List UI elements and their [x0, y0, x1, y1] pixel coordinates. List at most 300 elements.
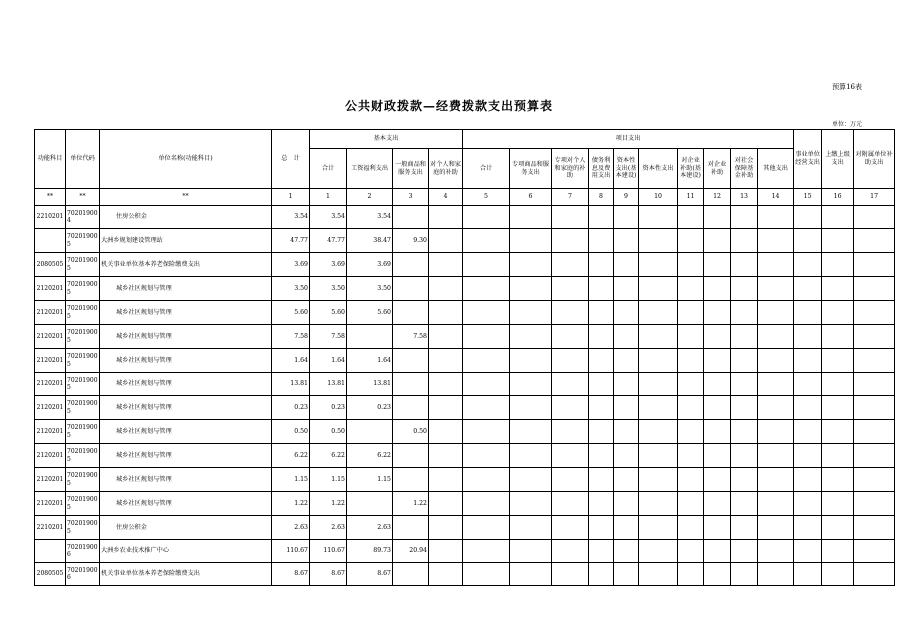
cell-total: 2.63 [272, 516, 310, 540]
table-row [35, 373, 895, 396]
cell-empty [731, 253, 758, 277]
cell-empty [758, 396, 794, 420]
cell-empty [589, 277, 614, 301]
cell-basic: 1.22 [310, 492, 347, 516]
cell-empty [614, 349, 639, 373]
table-body [35, 206, 895, 586]
cell-goods [393, 563, 429, 586]
cell-empty [704, 444, 731, 468]
cell-empty [731, 206, 758, 229]
cell-empty [731, 373, 758, 396]
cell-empty [639, 444, 678, 468]
cell-empty [854, 492, 895, 516]
cell-func: 2120201 [35, 492, 66, 516]
cell-empty [731, 301, 758, 325]
cell-goods: 0.50 [393, 420, 429, 444]
cell-empty [614, 229, 639, 253]
cell-basic: 0.23 [310, 396, 347, 420]
cell-empty [794, 468, 822, 492]
cell-total: 5.60 [272, 301, 310, 325]
header-project-col: 合计 [463, 149, 510, 189]
cell-goods [393, 444, 429, 468]
cell-empty [854, 444, 895, 468]
cell-empty [552, 277, 589, 301]
cell-empty [510, 420, 552, 444]
cell-empty [463, 444, 510, 468]
cell-empty [731, 444, 758, 468]
cell-total: 1.22 [272, 492, 310, 516]
cell-code: 702019005 [66, 396, 100, 420]
cell-empty [854, 373, 895, 396]
cell-empty [639, 420, 678, 444]
header-basic-col: 工资福利支出 [347, 149, 393, 189]
cell-empty [614, 563, 639, 586]
index-cell: 1 [272, 189, 310, 206]
cell-personal [429, 420, 463, 444]
cell-empty [639, 540, 678, 563]
table-header [35, 130, 895, 206]
cell-code: 702019006 [66, 540, 100, 563]
index-cell: 5 [463, 189, 510, 206]
cell-total: 1.15 [272, 468, 310, 492]
index-cell: 7 [552, 189, 589, 206]
cell-personal [429, 206, 463, 229]
cell-total: 110.67 [272, 540, 310, 563]
cell-empty [822, 253, 854, 277]
header-basic-col: 对个人和家庭的补助 [429, 149, 463, 189]
cell-name: 城乡社区规划与管理 [100, 468, 272, 492]
index-cell: 1 [310, 189, 347, 206]
cell-empty [704, 420, 731, 444]
index-row [35, 189, 895, 206]
table-row [35, 229, 895, 253]
cell-empty [614, 253, 639, 277]
cell-basic: 2.63 [310, 516, 347, 540]
cell-salary: 89.73 [347, 540, 393, 563]
cell-empty [758, 301, 794, 325]
header-project-col: 资本性支出(基本建设) [614, 149, 639, 189]
cell-empty [822, 277, 854, 301]
table-row [35, 253, 895, 277]
cell-empty [463, 253, 510, 277]
table-row [35, 301, 895, 325]
table-row [35, 516, 895, 540]
cell-goods [393, 468, 429, 492]
cell-total: 3.54 [272, 206, 310, 229]
cell-empty [854, 253, 895, 277]
cell-empty [758, 540, 794, 563]
table-row [35, 444, 895, 468]
cell-empty [794, 396, 822, 420]
table-row [35, 492, 895, 516]
cell-personal [429, 277, 463, 301]
cell-empty [758, 206, 794, 229]
cell-empty [614, 420, 639, 444]
cell-empty [704, 206, 731, 229]
index-cell: 14 [758, 189, 794, 206]
cell-empty [822, 206, 854, 229]
cell-empty [854, 468, 895, 492]
unit-label: 单位：万元 [831, 121, 862, 128]
cell-salary: 2.63 [347, 516, 393, 540]
cell-name: 城乡社区规划与管理 [100, 325, 272, 349]
cell-code: 702019005 [66, 349, 100, 373]
cell-empty [552, 468, 589, 492]
cell-empty [589, 325, 614, 349]
cell-salary [347, 492, 393, 516]
cell-goods [393, 206, 429, 229]
cell-empty [822, 229, 854, 253]
cell-name: 城乡社区规划与管理 [100, 301, 272, 325]
cell-func: 2120201 [35, 325, 66, 349]
cell-empty [678, 468, 704, 492]
cell-empty [552, 420, 589, 444]
index-cell: 13 [731, 189, 758, 206]
cell-empty [589, 468, 614, 492]
cell-code: 702019005 [66, 277, 100, 301]
header-unit-name: 单位名称(功能科目) [100, 130, 272, 189]
cell-basic: 1.15 [310, 468, 347, 492]
cell-goods [393, 301, 429, 325]
index-cell: 4 [429, 189, 463, 206]
cell-empty [822, 420, 854, 444]
cell-func: 2120201 [35, 301, 66, 325]
cell-empty [639, 229, 678, 253]
cell-empty [854, 301, 895, 325]
cell-empty [704, 253, 731, 277]
header-project-col: 资本性支出 [639, 149, 678, 189]
cell-empty [678, 301, 704, 325]
cell-empty [589, 540, 614, 563]
cell-personal [429, 516, 463, 540]
cell-empty [463, 420, 510, 444]
cell-empty [510, 277, 552, 301]
cell-empty [463, 516, 510, 540]
cell-empty [704, 301, 731, 325]
cell-salary: 1.15 [347, 468, 393, 492]
cell-empty [731, 349, 758, 373]
cell-name: 城乡社区规划与管理 [100, 373, 272, 396]
cell-personal [429, 563, 463, 586]
cell-name: 机关事业单位基本养老保险缴费支出 [100, 563, 272, 586]
header-basic-group: 基本支出 [310, 130, 463, 149]
cell-empty [463, 396, 510, 420]
cell-name: 城乡社区规划与管理 [100, 444, 272, 468]
header-unit-code: 单位代码 [66, 130, 100, 189]
cell-empty [731, 540, 758, 563]
cell-empty [794, 563, 822, 586]
table-number: 预算16表 [832, 83, 862, 91]
cell-total: 6.22 [272, 444, 310, 468]
cell-salary [347, 420, 393, 444]
cell-name: 机关事业单位基本养老保险缴费支出 [100, 253, 272, 277]
cell-empty [704, 468, 731, 492]
cell-empty [731, 516, 758, 540]
cell-salary: 38.47 [347, 229, 393, 253]
cell-empty [678, 206, 704, 229]
cell-empty [758, 563, 794, 586]
cell-empty [639, 516, 678, 540]
cell-code: 702019004 [66, 206, 100, 229]
cell-goods: 9.30 [393, 229, 429, 253]
cell-basic: 0.50 [310, 420, 347, 444]
cell-func: 2120201 [35, 468, 66, 492]
cell-empty [758, 516, 794, 540]
cell-empty [552, 444, 589, 468]
cell-empty [510, 325, 552, 349]
cell-empty [731, 420, 758, 444]
cell-func: 2120201 [35, 420, 66, 444]
cell-empty [678, 563, 704, 586]
header-project-col: 对社会保障基金补助 [731, 149, 758, 189]
cell-basic: 7.58 [310, 325, 347, 349]
cell-empty [463, 277, 510, 301]
cell-empty [794, 516, 822, 540]
cell-empty [552, 516, 589, 540]
cell-empty [510, 468, 552, 492]
cell-code: 702019005 [66, 492, 100, 516]
cell-empty [614, 206, 639, 229]
cell-empty [552, 206, 589, 229]
cell-empty [639, 206, 678, 229]
table-row [35, 396, 895, 420]
cell-salary: 3.69 [347, 253, 393, 277]
cell-empty [589, 420, 614, 444]
table-row [35, 349, 895, 373]
cell-empty [794, 373, 822, 396]
cell-empty [731, 468, 758, 492]
cell-empty [794, 444, 822, 468]
cell-goods [393, 396, 429, 420]
cell-total: 0.23 [272, 396, 310, 420]
cell-func: 2120201 [35, 444, 66, 468]
cell-empty [510, 492, 552, 516]
cell-code: 702019005 [66, 444, 100, 468]
cell-empty [463, 349, 510, 373]
cell-empty [854, 516, 895, 540]
cell-empty [639, 468, 678, 492]
cell-basic: 3.54 [310, 206, 347, 229]
cell-empty [463, 373, 510, 396]
cell-empty [758, 253, 794, 277]
cell-personal [429, 325, 463, 349]
cell-total: 47.77 [272, 229, 310, 253]
cell-name: 住房公积金 [100, 206, 272, 229]
cell-empty [463, 229, 510, 253]
cell-empty [822, 325, 854, 349]
cell-empty [794, 253, 822, 277]
cell-empty [510, 444, 552, 468]
cell-empty [589, 563, 614, 586]
cell-empty [510, 373, 552, 396]
cell-empty [731, 325, 758, 349]
cell-empty [822, 563, 854, 586]
cell-name: 大洲乡农业技术推广中心 [100, 540, 272, 563]
cell-empty [678, 516, 704, 540]
cell-total: 0.50 [272, 420, 310, 444]
cell-goods [393, 253, 429, 277]
cell-empty [678, 277, 704, 301]
cell-empty [510, 253, 552, 277]
header-project-col: 对企业补助 [704, 149, 731, 189]
cell-total: 13.81 [272, 373, 310, 396]
cell-empty [854, 563, 895, 586]
cell-empty [463, 301, 510, 325]
cell-personal [429, 540, 463, 563]
header-extra-col: 对附属单位补助支出 [854, 130, 895, 189]
cell-name: 住房公积金 [100, 516, 272, 540]
index-cell: ** [35, 189, 66, 206]
cell-empty [614, 277, 639, 301]
cell-basic: 3.50 [310, 277, 347, 301]
cell-empty [822, 373, 854, 396]
cell-personal [429, 492, 463, 516]
cell-empty [614, 468, 639, 492]
cell-empty [758, 420, 794, 444]
cell-code: 702019005 [66, 301, 100, 325]
cell-name: 城乡社区规划与管理 [100, 420, 272, 444]
cell-empty [704, 540, 731, 563]
cell-empty [678, 492, 704, 516]
cell-empty [731, 277, 758, 301]
cell-func: 2080505 [35, 253, 66, 277]
cell-empty [731, 563, 758, 586]
cell-name: 城乡社区规划与管理 [100, 277, 272, 301]
cell-basic: 47.77 [310, 229, 347, 253]
header-basic-col: 一般商品和服务支出 [393, 149, 429, 189]
cell-empty [758, 229, 794, 253]
index-cell: 10 [639, 189, 678, 206]
cell-empty [510, 229, 552, 253]
cell-empty [552, 253, 589, 277]
cell-empty [854, 540, 895, 563]
cell-total: 1.64 [272, 349, 310, 373]
cell-empty [639, 301, 678, 325]
cell-empty [552, 396, 589, 420]
cell-code: 702019005 [66, 420, 100, 444]
cell-empty [704, 229, 731, 253]
cell-salary: 5.60 [347, 301, 393, 325]
cell-name: 城乡社区规划与管理 [100, 492, 272, 516]
header-extra-col: 事业单位经营支出 [794, 130, 822, 189]
cell-func: 2120201 [35, 373, 66, 396]
cell-func: 2120201 [35, 396, 66, 420]
cell-empty [552, 229, 589, 253]
table-row [35, 420, 895, 444]
cell-salary: 1.64 [347, 349, 393, 373]
cell-empty [794, 325, 822, 349]
cell-empty [510, 206, 552, 229]
cell-empty [678, 325, 704, 349]
cell-total: 3.50 [272, 277, 310, 301]
cell-empty [854, 229, 895, 253]
cell-empty [639, 325, 678, 349]
cell-empty [794, 540, 822, 563]
cell-empty [510, 563, 552, 586]
cell-empty [704, 373, 731, 396]
cell-code: 702019005 [66, 229, 100, 253]
header-total: 总 计 [272, 130, 310, 189]
cell-empty [822, 540, 854, 563]
cell-empty [614, 516, 639, 540]
cell-empty [589, 396, 614, 420]
cell-basic: 3.69 [310, 253, 347, 277]
cell-empty [794, 229, 822, 253]
cell-func [35, 540, 66, 563]
cell-empty [731, 492, 758, 516]
cell-empty [639, 492, 678, 516]
cell-empty [463, 492, 510, 516]
cell-basic: 13.81 [310, 373, 347, 396]
cell-func: 2210201 [35, 516, 66, 540]
index-cell: 16 [822, 189, 854, 206]
cell-empty [552, 373, 589, 396]
cell-empty [794, 206, 822, 229]
cell-empty [463, 540, 510, 563]
cell-basic: 110.67 [310, 540, 347, 563]
cell-empty [704, 516, 731, 540]
cell-personal [429, 253, 463, 277]
cell-personal [429, 229, 463, 253]
header-project-col: 其他支出 [758, 149, 794, 189]
cell-empty [704, 325, 731, 349]
index-cell: 17 [854, 189, 895, 206]
header-project-col: 专项对个人和家庭的补助 [552, 149, 589, 189]
cell-empty [678, 420, 704, 444]
cell-goods: 7.58 [393, 325, 429, 349]
cell-empty [822, 516, 854, 540]
table-row [35, 325, 895, 349]
cell-salary: 0.23 [347, 396, 393, 420]
cell-func: 2210201 [35, 206, 66, 229]
cell-empty [589, 349, 614, 373]
cell-empty [854, 396, 895, 420]
cell-empty [678, 396, 704, 420]
cell-empty [639, 396, 678, 420]
index-cell: 2 [347, 189, 393, 206]
cell-personal [429, 468, 463, 492]
cell-goods: 20.94 [393, 540, 429, 563]
cell-basic: 6.22 [310, 444, 347, 468]
cell-empty [822, 444, 854, 468]
cell-empty [463, 206, 510, 229]
cell-salary: 13.81 [347, 373, 393, 396]
cell-empty [639, 563, 678, 586]
cell-code: 702019005 [66, 516, 100, 540]
cell-personal [429, 444, 463, 468]
cell-empty [552, 492, 589, 516]
cell-empty [614, 373, 639, 396]
cell-code: 702019006 [66, 563, 100, 586]
cell-personal [429, 349, 463, 373]
cell-empty [854, 277, 895, 301]
cell-empty [614, 540, 639, 563]
cell-personal [429, 301, 463, 325]
cell-empty [822, 468, 854, 492]
cell-empty [510, 540, 552, 563]
cell-empty [510, 516, 552, 540]
cell-empty [854, 420, 895, 444]
cell-empty [678, 373, 704, 396]
cell-total: 3.69 [272, 253, 310, 277]
cell-empty [731, 229, 758, 253]
cell-empty [822, 301, 854, 325]
table-row [35, 206, 895, 229]
cell-empty [510, 349, 552, 373]
cell-empty [589, 301, 614, 325]
cell-empty [794, 301, 822, 325]
header-project-col: 专项商品和服务支出 [510, 149, 552, 189]
